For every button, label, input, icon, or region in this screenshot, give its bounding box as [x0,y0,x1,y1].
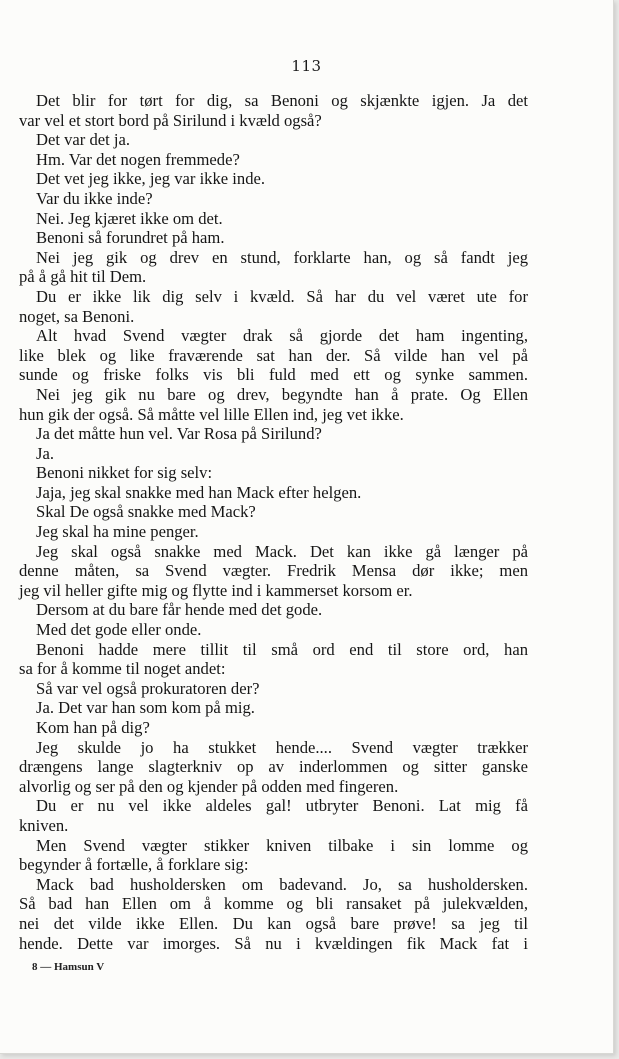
text-line: Du er ikke lik dig selv i kvæld. Så har du vel været ute for [36,286,528,306]
text-line: Benoni så forundret på ham. [36,228,225,248]
page-number: 113 [291,57,322,75]
text-line: Hm. Var det nogen fremmede? [36,149,240,169]
text-line: nei det vilde ikke Ellen. Du kan også bare prøve! sa jeg til [19,913,528,933]
text-line: Nei jeg gik nu bare og drev, begyndte han å prate. Og Ellen [36,384,528,404]
text-line: kniven. [19,815,69,835]
text-line: Jeg skal også snakke med Mack. Det kan ikke gå længer på [36,541,528,561]
text-line: Nei. Jeg kjæret ikke om det. [36,208,223,228]
text-line: Benoni hadde mere tillit til små ord end til store ord, han [36,639,528,659]
text-line: denne måten, sa Svend vægter. Fredrik Mensa dør ikke; men [19,561,528,581]
text-line: Det blir for tørt for dig, sa Benoni og skjænkte igjen. Ja det [36,91,528,110]
text-line: like blek og like fraværende sat han der. Så vilde han vel på [19,345,528,365]
text-line: var vel et stort bord på Sirilund i kvæld også? [19,110,322,130]
text-line: sa for å komme til noget andet: [19,659,226,679]
text-line: Mack bad husholdersken om badevand. Jo, sa husholdersken. [36,874,528,894]
text-line: Så bad han Ellen om å komme og bli ransaket på julekvælden, [19,894,528,914]
text-line: Skal De også snakke med Mack? [36,502,256,522]
text-line: sunde og friske folks vis bli fuld med ett og synke sammen. [19,365,528,385]
body-text [19,91,528,953]
text-line: Ja. [36,443,54,463]
text-line: hende. Dette var imorges. Så nu i kvældingen fik Mack fat i [19,933,528,953]
text-line: begynder å fortælle, å forklare sig: [19,855,249,875]
text-line: hun gik der også. Så måtte vel lille Ellen ind, jeg vet ikke. [19,404,404,424]
text-line: Var du ikke inde? [36,188,153,208]
text-line: Det var det ja. [36,130,130,150]
text-line: Jaja, jeg skal snakke med han Mack efter helgen. [36,482,362,502]
text-line: alvorlig og ser på den og kjender på odden med fingeren. [19,776,399,796]
text-line: drængens lange slagterkniv op av inderlommen og sitter ganske [19,757,528,777]
text-line: Med det gode eller onde. [36,620,202,640]
text-line: Men Svend vægter stikker kniven tilbake i sin lomme og [36,835,528,855]
page-footer: 8 — Hamsun V [32,961,105,973]
text-line: Alt hvad Svend vægter drak så gjorde det ham ingenting, [36,326,528,346]
text-line: Nei jeg gik og drev en stund, forklarte han, og så fandt jeg [36,247,528,267]
text-line: Jeg skulde jo ha stukket hende.... Svend vægter trækker [36,737,528,757]
text-line: Ja. Det var han som kom på mig. [36,698,255,718]
text-line: Så var vel også prokuratoren der? [36,678,260,698]
text-line: jeg vil heller gifte mig og flytte ind i kammerset korsom er. [19,580,413,600]
text-line: på å gå hit til Dem. [19,267,147,287]
text-line: Ja det måtte hun vel. Var Rosa på Sirilund? [36,424,322,444]
text-line: Benoni nikket for sig selv: [36,463,213,483]
text-line: noget, sa Benoni. [19,306,135,326]
text-line: Du er nu vel ikke aldeles gal! utbryter Benoni. Lat mig få [36,796,528,816]
text-line: Jeg skal ha mine penger. [36,522,199,542]
text-line: Dersom at du bare får hende med det gode. [36,600,323,620]
text-line: Kom han på dig? [36,718,150,737]
text-line: Det vet jeg ikke, jeg var ikke inde. [36,169,266,189]
